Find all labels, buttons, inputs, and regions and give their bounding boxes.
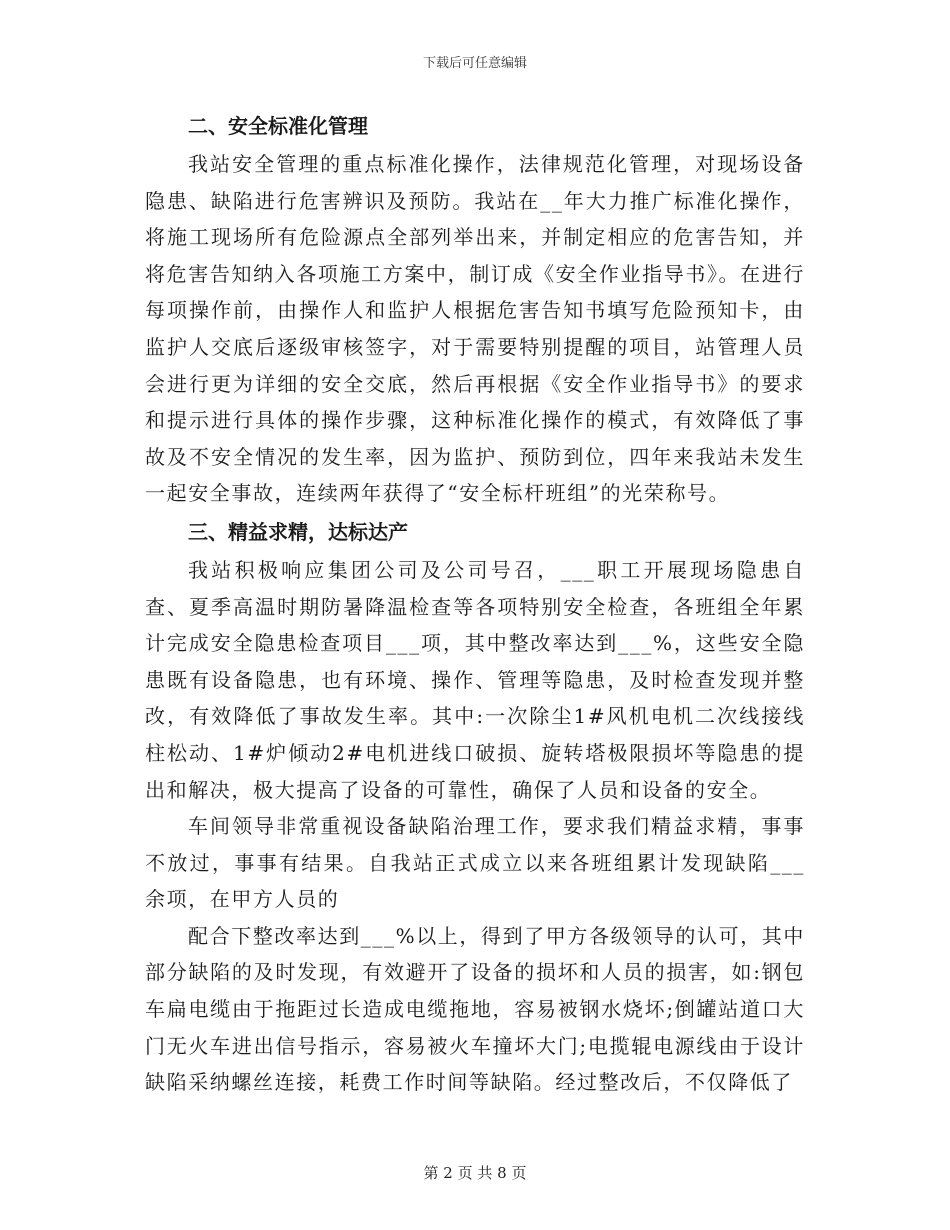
section-heading-excellence: 三、精益求精，达标达产 [188,519,408,544]
page-header: 下载后可任意编辑 [422,56,527,71]
section-heading-safety-standardization: 二、安全标准化管理 [188,114,368,138]
paragraph-defect-rectification: 配合下整改率达到___%以上，得到了甲方各级领导的认可，其中部分缺陷的及时发现，有效避开了设备的损坏和人员的损害，如:钢包车扁电缆由于拖距过长造成电缆拖地，容易被钢水烧坏;倒罐站道口大门无火车进出信号指示，容易被火车撞坏大门;电揽辊电源线由于设计缺陷采纳螺丝连接，耗费工作时间等缺陷。经过整改后，不仅降低了 [145,923,806,1095]
paragraph-safety-standardization: 我站安全管理的重点标准化操作，法律规范化管理，对现场设备隐患、缺陷进行危害辨识及预防。我站在__年大力推广标准化操作，将施工现场所有危险源点全部列举出来，并制定相应的危害告知，并将危害告知纳入各项施工方案中，制订成《安全作业指导书》。在进行每项操作前，由操作人和监护人根据危害告知书填写危险预知卡，由监护人交底后逐级审核签字，对于需要特别提醒的项目，站管理人员会进行更为详细的安全交底，然后再根据《安全作业指导书》的要求和提示进行具体的操作步骤，这种标准化操作的模式，有效降低了事故及不安全情况的发生率，因为监护、预防到位，四年来我站未发生一起安全事故，连续两年获得了“安全标杆班组”的光荣称号。 [145,152,805,506]
document-body [145,106,805,1101]
page-footer: 第 2 页 共 8 页 [423,1164,527,1182]
paragraph-hazard-inspection: 我站积极响应集团公司及公司号召，___职工开展现场隐患自查、夏季高温时期防暑降温检查等各项特别安全检查，各班组全年累计完成安全隐患检查项目___项，其中整改率达到___%，这些安全隐患既有设备隐患，也有环境、操作、管理等隐患，及时检查发现并整改，有效降低了事故发生率。其中:一次除尘1#风机电机二次线接线柱松动、1#炉倾动2#电机进线口破损、旋转塔极限损坏等隐患的提出和解决，极大提高了设备的可靠性，确保了人员和设备的安全。 [145,557,805,802]
paragraph-defect-management: 车间领导非常重视设备缺陷治理工作，要求我们精益求精，事事不放过，事事有结果。自我站正式成立以来各班组累计发现缺陷___余项，在甲方人员的 [145,814,805,912]
